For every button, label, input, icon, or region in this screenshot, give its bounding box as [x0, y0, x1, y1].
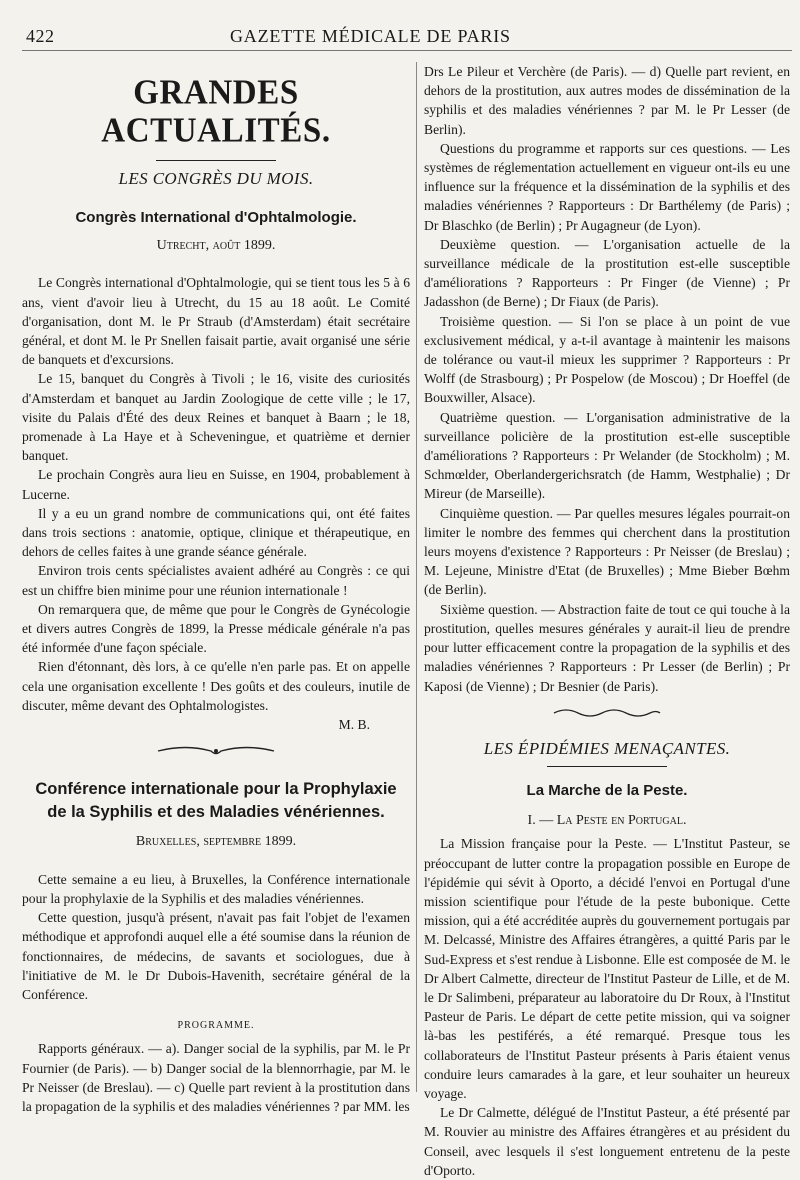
plague-title: La Marche de la Peste.: [526, 782, 688, 800]
congress-ophtalmo-title: Congrès International d'Ophtalmologie.: [75, 209, 357, 227]
ornament-divider: [22, 744, 410, 764]
right-column: [424, 62, 790, 1180]
rubric-epidemies: LES ÉPIDÉMIES MENAÇANTES.: [483, 738, 731, 758]
paragraph: Le 15, banquet du Congrès à Tivoli ; le 16, visite des curiosités d'Amsterdam et banquet au Jardin Zoologique de cette ville ; le 17, visite du Palais d'Été des deux Reines et banquet à Baarn ; le 18, promenade à La Haye et à Scheveningue, et quatrième et dernier banquet.: [22, 371, 410, 464]
column-divider: [416, 62, 417, 1092]
section-portugal: I. — La Peste en Portugal.: [527, 813, 687, 829]
paragraph: Le Congrès international d'Ophtalmologie, qui se tient tous les 5 à 6 ans, vient d'avoir lieu à Utrecht, du 15 au 18 août. Le Comité d'organisation, dont M. le Pr Straub (d'Amsterdam) était secrétaire général, et dont M. le Pr Snellen faisait partie, avait organisé une série de banquets et d'excursions.: [22, 275, 410, 368]
page-header: [0, 0, 800, 60]
paragraph: Sixième question. — Abstraction faite de tout ce qui touche à la prostitution, quelles mesures générales y aurait-il lieu de prendre pour lutter efficacement contre la propagation de la syphilis et des maladies vénériennes ? Rapporteurs : Pr Lesser (de Berlin) ; Pr Kaposi (de Vienne) ; Dr Besnier (de Paris).: [424, 601, 790, 694]
congress-syphilis-title-line2: de la Syphilis et des Maladies vénériennes.: [47, 803, 385, 822]
paragraph: Rapports généraux. — a). Danger social de la syphilis, par M. le Pr Fournier (de Paris). — b) Danger social de la blennorrhagie, par M. le Pr Neisser (de Breslau). — c) Quelle part revient à la prostitution dans la propagation de la syphilis et des maladies vénériennes ? par MM. les: [22, 1041, 410, 1114]
rubric-congres: LES CONGRÈS DU MOIS.: [118, 169, 314, 188]
paragraph: Quatrième question. — L'organisation administrative de la surveillance policière de la prostitution est-elle susceptible d'améliorations ? Rapporteurs : Pr Welander (de Stockholm) ; M. Schmœlder, Oberlandergerichsratch (de Hamm, Westphalie) ; Dr Mireur (de Marseille).: [424, 409, 790, 502]
paragraph: Environ trois cents spécialistes avaient adhéré au Congrès : ce qui est un chiffre bien minime pour une réunion internationale !: [22, 563, 410, 598]
paragraph: Drs Le Pileur et Verchère (de Paris). — d) Quelle part revient, en dehors de la prostitution, aux autres modes de dissémination de la syphilis et des maladies vénériennes ? par M. le Pr Lesser (de Berlin).: [424, 64, 790, 137]
paragraph: Deuxième question. — L'organisation actuelle de la surveillance médicale de la prostitution est-elle susceptible d'améliorations ? Rapporteurs : Pr Finger (de Vienne) ; Pr Jadasshon (de Berne) ; Dr Fiaux (de Paris).: [424, 236, 790, 310]
rubric-rule: [547, 766, 667, 767]
title-rule: [156, 160, 276, 161]
paragraph: Questions du programme et rapports sur ces questions. — Les systèmes de réglementation actuellement en vigueur ont-ils eu une influence sur la fréquence et la dissémination de la syphilis et des maladies vénériennes ? Rapporteurs : Dr Barthélemy (de Paris) ; Dr Blaschko (de Berlin) ; Pr Augagneur (de Lyon).: [424, 140, 790, 233]
ornament-divider: [424, 706, 790, 725]
paragraph: Il y a eu un grand nombre de communications qui, ont été faites dans trois sections : anatomie, optique, clinique et thérapeutique, en dehors de celles faites à une grande séance générale.: [22, 505, 410, 560]
paragraph: On remarquera que, de même que pour le Congrès de Gynécologie et divers autres Congrès de 1899, la Presse médicale générale n'a pas été informée d'une façon spéciale.: [22, 601, 410, 656]
paragraph: La Mission française pour la Peste. — L'Institut Pasteur, se préoccupant de lutter contre la propagation possible en Europe de l'épidémie qui sévit à Oporto, a décidé l'envoi en Portugal d'une mission scientifique pour l'étude de la peste bubonique. Cette mission, qui a été accréditée auprès du gouvernement portugais par M. Delcassé, Ministre des Affaires étrangères, a quitté Paris par le Sud-Express et s'est rendue à Lisbonne. Elle est composée de M. le Dr Albert Calmette, directeur de l'Institut Pasteur de Lille, et de M. le Dr Salimbeni, préparateur au laboratoire du Dr Roux, à l'Institut Pasteur de Paris. Le départ de cette petite mission, qui va soigner là-bas les pestiférés, a été remarqué. Presque tous les collaborateurs de l'Institut Pasteur présents à Paris étaient venus conduire leurs camarades à la gare, et leur souhaiter un heureux voyage.: [424, 836, 790, 1101]
congress-ophtalmo-place: Utrecht, août 1899.: [156, 238, 276, 254]
header-rule: [22, 50, 792, 51]
signature: M. B.: [338, 717, 370, 733]
main-title: GRANDES ACTUALITÉS.: [101, 74, 331, 150]
paragraph: Troisième question. — Si l'on se place à un point de vue exclusivement médical, y a-t-il avantage à maintenir les maisons de tolérance ou vaut-il mieux les supprimer ? Rapporteurs : Pr Wolff (de Strasbourg) ; Pr Pospelow (de Moscou) ; Dr Hoeffel (de Bouxwiller, Alsace).: [424, 313, 790, 406]
congress-syphilis-title: [22, 778, 410, 824]
page-number: 422: [26, 26, 55, 46]
paragraph: Le Dr Calmette, délégué de l'Institut Pasteur, a été présenté par M. Rouvier au ministre des Affaires étrangères et au président du Conseil, avec lesquels il s'est longuement entretenu de la peste d'Oporto.: [424, 1105, 790, 1178]
paragraph: Cette question, jusqu'à présent, n'avait pas fait l'objet de l'examen méthodique et approfondi auquel elle a été soumise dans la réunion de fonctionnaires, de médecins, de savants et sociologues, due à l'initiative de M. le Dr Dubois-Havenith, secrétaire général de la Conférence.: [22, 910, 410, 1002]
congress-syphilis-title-line1: Conférence internationale pour la Prophylaxie: [35, 780, 397, 799]
paragraph: Cette semaine a eu lieu, à Bruxelles, la Conférence internationale pour la prophylaxie de la Syphilis et des maladies vénériennes.: [22, 871, 410, 906]
paragraph: Rien d'étonnant, dès lors, à ce qu'elle n'en parle pas. Et on appelle cela une organisation excellente ! Des goûts et des couleurs, inutile de discuter, même devant des Ophtalmologistes.: [22, 659, 410, 713]
ornament-icon: [552, 707, 662, 719]
journal-title: GAZETTE MÉDICALE DE PARIS: [230, 26, 511, 46]
congress-syphilis-place: Bruxelles, septembre 1899.: [135, 834, 297, 850]
ornament-icon: [156, 744, 276, 758]
paragraph: Le prochain Congrès aura lieu en Suisse, en 1904, probablement à Lucerne.: [22, 467, 410, 502]
left-column: [22, 62, 410, 1116]
programme-label: PROGRAMME.: [177, 1020, 255, 1032]
signature-line: [22, 715, 410, 734]
paragraph: Cinquième question. — Par quelles mesures légales pourrait-on limiter le nombre des femmes qui cherchent dans la prostitution leurs moyens d'existence ? Rapporteurs : Pr Neisser (de Breslau) ; M. Lejeune, Ministre d'Etat (de Bruxelles) ; Mme Bieber Bœhm (de Berlin).: [424, 505, 790, 598]
